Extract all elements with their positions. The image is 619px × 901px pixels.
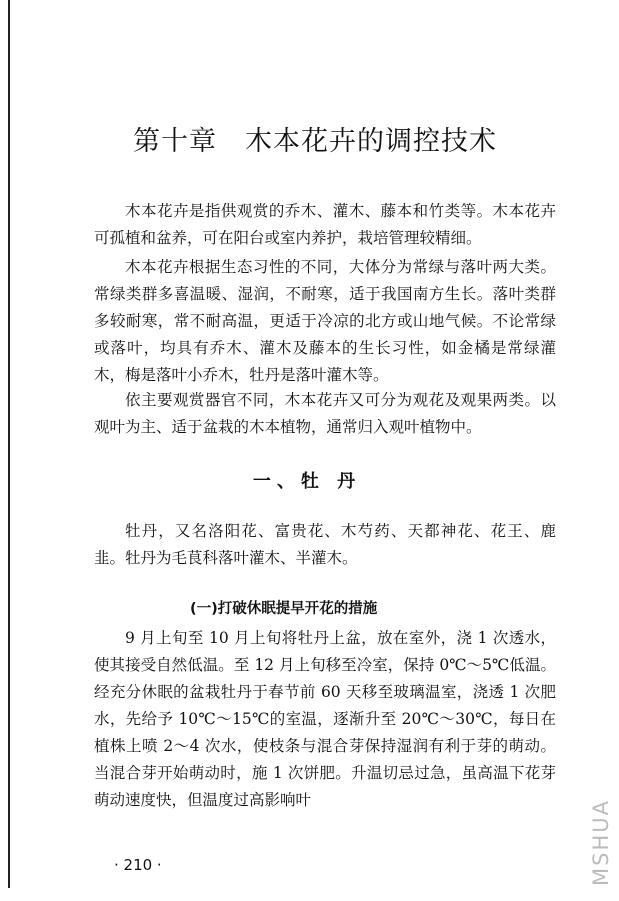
watermark-text: MSHUA [589,799,613,886]
intro-paragraph-1: 木本花卉是指供观赏的乔木、灌木、藤本和竹类等。木本花卉可孤植和盆养，可在阳台或室内养护，栽培管理较精细。 [94,202,556,247]
intro-paragraph-3: 依主要观赏器官不同，木本花卉又可分为观花及观果两类。以观叶为主、适于盆栽的木本植物，通常归入观叶植物中。 [94,391,556,436]
chapter-title [133,124,513,160]
intro-paragraph-2: 木本花卉根据生态习性的不同，大体分为常绿与落叶两大类。常绿类群多喜温暖、湿润，不耐寒，适于我国南方生长。落叶类群多较耐寒，常不耐高温，更适于冷凉的北方或山地气候。不论常绿或落叶，均具有乔木、灌木及藤本的生长习性，如金橘是常绿灌木，梅是落叶小乔木，牡丹是落叶灌木等。 [94,258,556,384]
chapter-name: 木本花卉的调控技术 [245,126,497,157]
section-title: 一、牡 丹 [252,471,362,492]
subsection-title: (一)打破休眠提早开花的措施 [190,601,378,617]
subsection-paragraph-1: 9 月上旬至 10 月上旬将牡丹上盆，放在室外，浇 1 次透水，使其接受自然低温。至 12 月上旬移至冷室，保持 0℃～5℃低温。经充分休眠的盆栽牡丹于春节前 60 天移至玻璃温室，浇透 1 次肥水，先给予 10℃～15℃的室温，逐渐升至 20℃～30℃，每日在植株上喷 2～4 次水，使枝条与混合芽保持湿润有利于芽的萌动。当混合芽开始萌动时，施 1 次饼肥。升温切忌过急，虽高温下花芽萌动速度快，但温度过高影响叶 [94,629,556,809]
section-paragraph-1: 牡丹，又名洛阳花、富贵花、木芍药、天都神花、花王、鹿韭。牡丹为毛茛科落叶灌木、半灌木。 [94,522,556,567]
page-number: · 210 · [114,856,162,874]
chapter-number: 第十章 [133,126,217,157]
page-edge-line [8,0,10,888]
